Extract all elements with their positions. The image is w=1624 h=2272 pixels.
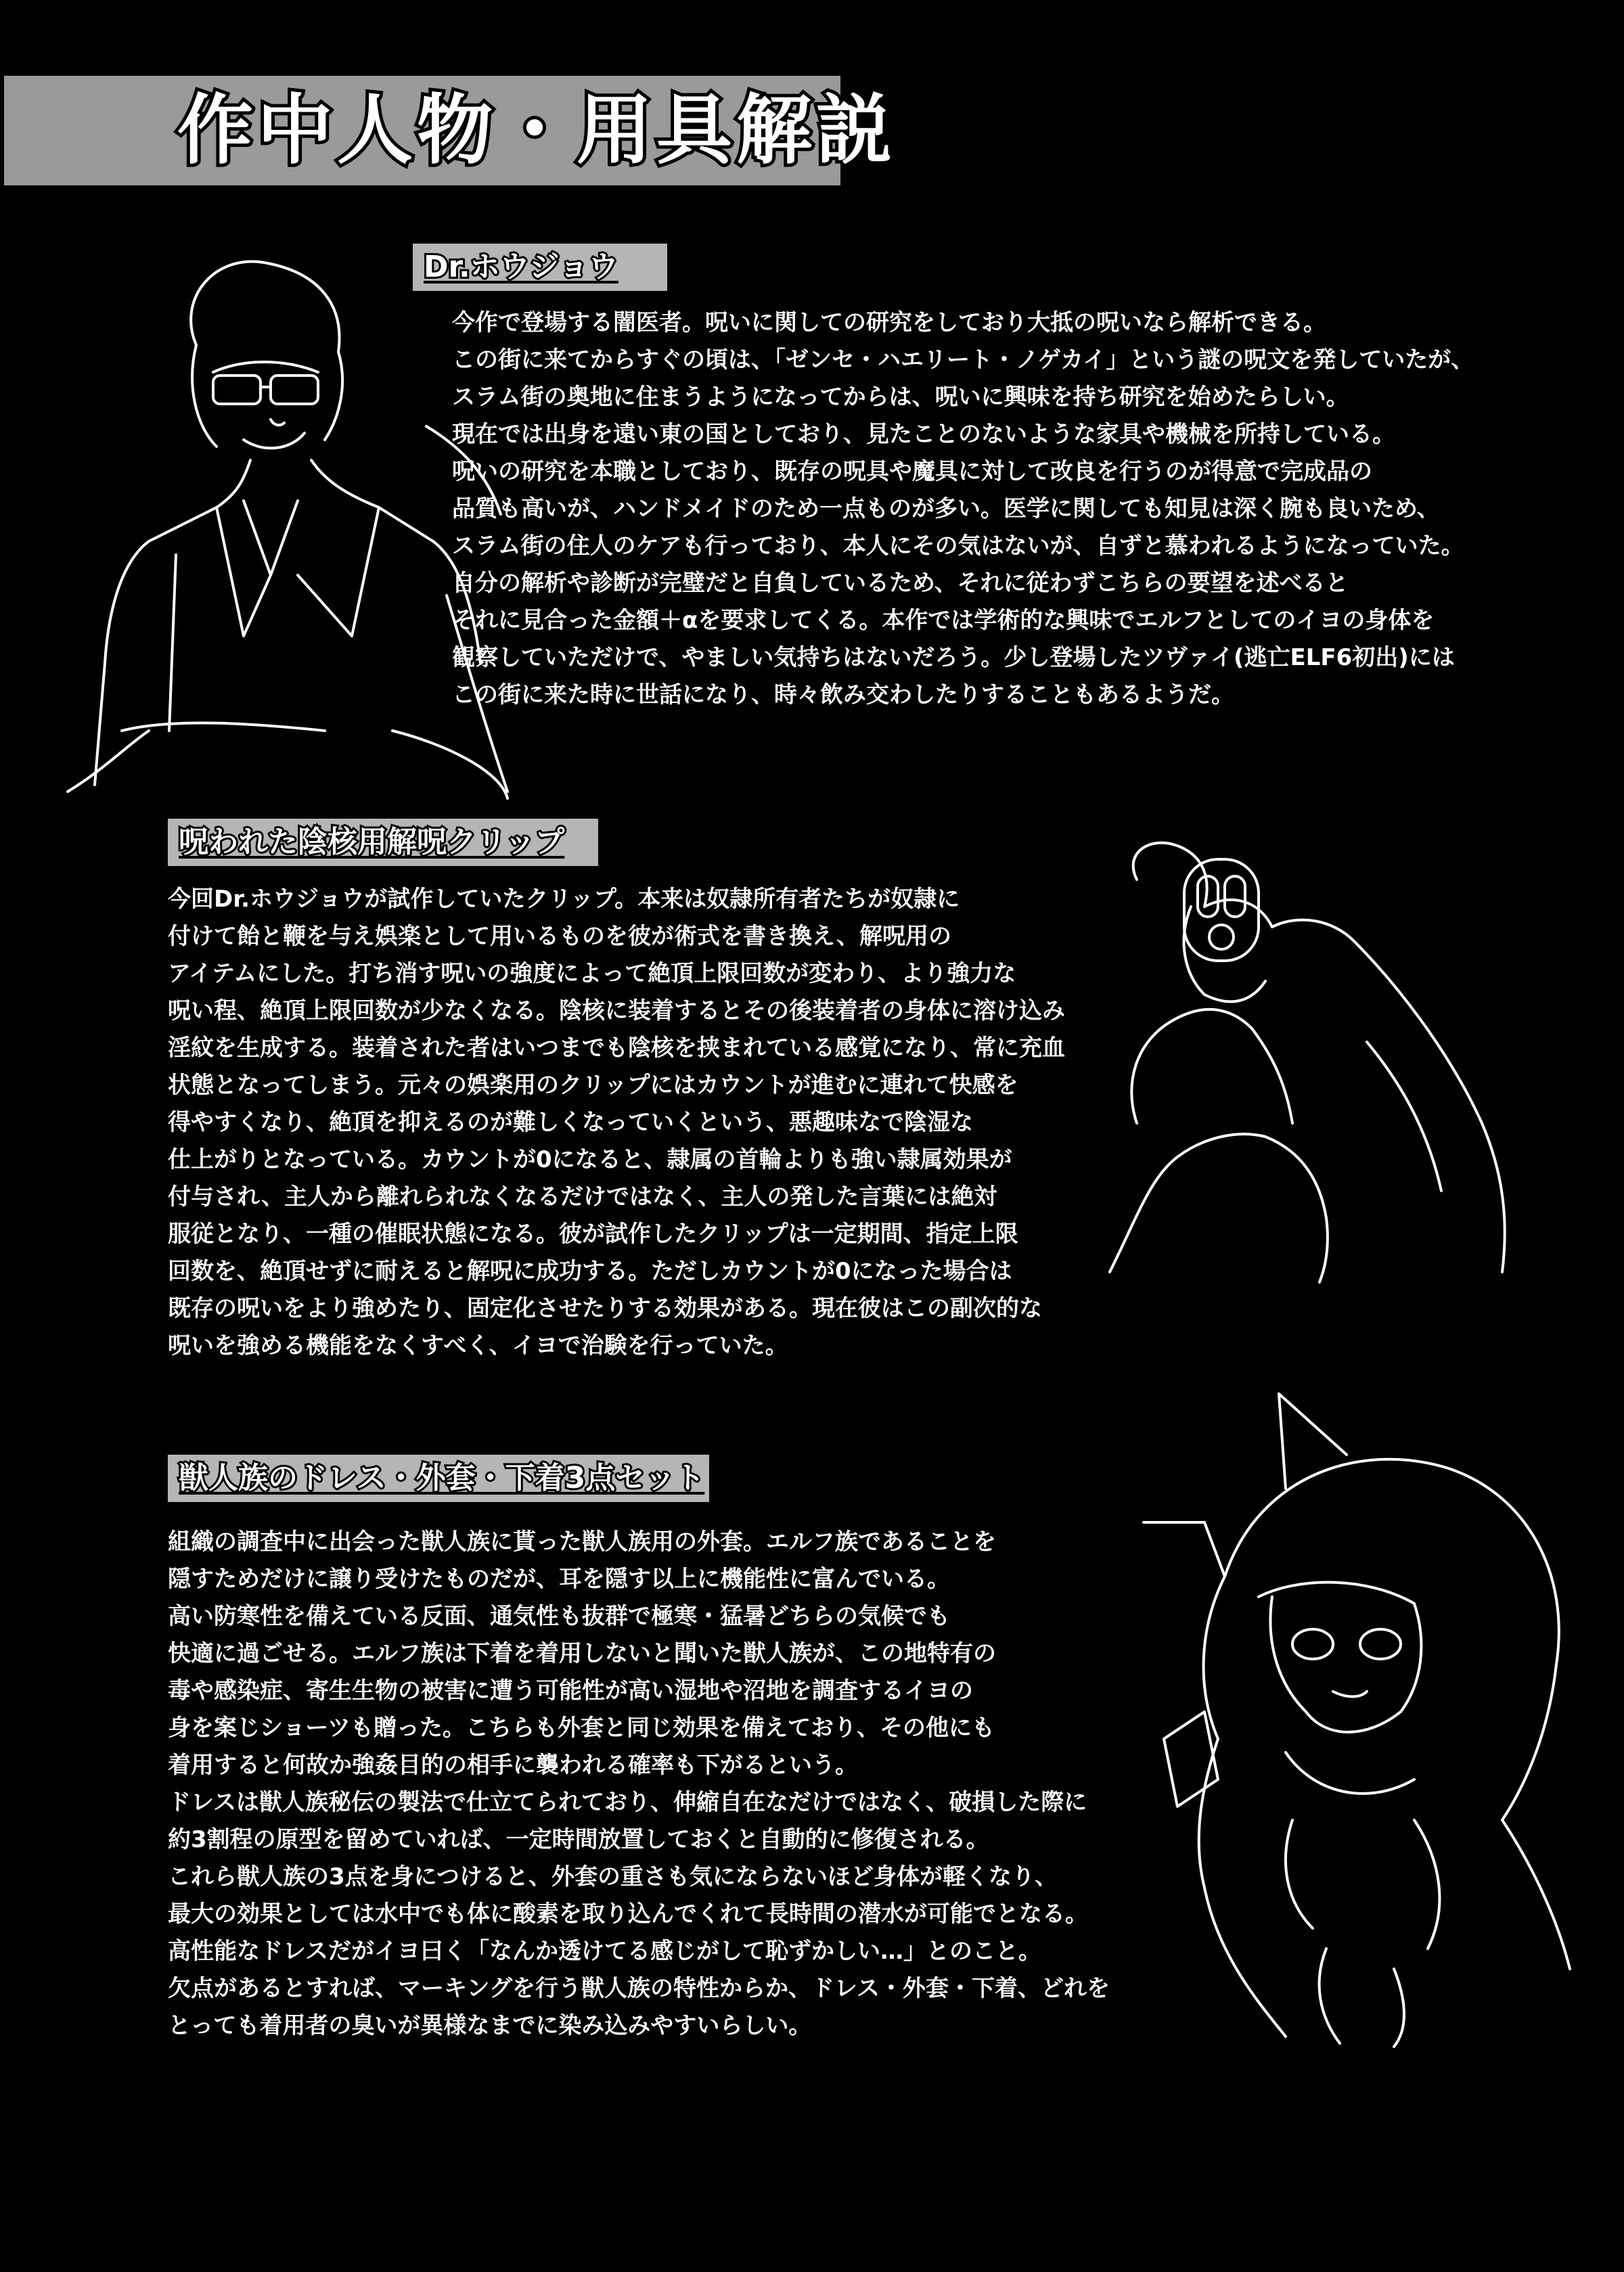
body-line: 服従となり、一種の催眠状態になる。彼が試作したクリップは一定期間、指定上限 (168, 1221, 1018, 1248)
body-line: 既存の呪いをより強めたり、固定化させたりする効果がある。現在彼はこの副次的な (168, 1295, 1042, 1322)
body-line: 今作で登場する闇医者。呪いに関しての研究をしており大抵の呪いなら解析できる。 (452, 309, 1326, 336)
body-line: 付与され、主人から離れられなくなるだけではなく、主人の発した言葉には絶対 (168, 1183, 997, 1210)
body-line: とっても着用者の臭いが異様なまでに染み込みやすいらしい。 (168, 2012, 812, 2039)
body-line: 毒や感染症、寄生生物の被害に遭う可能性が高い湿地や沼地を調査するイヨの (168, 1677, 973, 1704)
body-line: 高性能なドレスだがイヨ曰く「なんか透けてる感じがして恥ずかしい…」とのこと。 (168, 1938, 1041, 1965)
body-line: 高い防寒性を備えている反面、通気性も抜群で極寒・猛暑どちらの気候でも (168, 1603, 950, 1630)
section-body-beastfolk-set (168, 1524, 1110, 2045)
body-line: スラム街の住人のケアも行っており、本人にその気はないが、自ずと慕われるようになっていた。 (452, 532, 1464, 560)
hooded-girl-illustration (1123, 1373, 1610, 2050)
body-line: 快適に過ごせる。エルフ族は下着を着用しないと聞いた獣人族が、この地特有の (168, 1640, 996, 1667)
body-line: 淫紋を生成する。装着された者はいつまでも陰核を挟まれている感覚になり、常に充血 (168, 1035, 1065, 1062)
body-line: それに見合った金額＋αを要求してくる。本作では学術的な興味でエルフとしてのイヨの身体を (452, 607, 1435, 634)
body-line: 自分の解析や診断が完璧だと自負しているため、それに従わずこちらの要望を述べると (452, 570, 1349, 597)
body-line: 品質も高いが、ハンドメイドのため一点ものが多い。医学に関しても知見は深く腕も良いため、 (452, 495, 1440, 522)
body-line: 身を案じショーツも贈った。こちらも外套と同じ効果を備えており、その他にも (168, 1714, 995, 1742)
body-line: 最大の効果としては水中でも体に酸素を取り込んでくれて長時間の潜水が可能でとなる。 (168, 1901, 1088, 1928)
body-line: スラム街の奥地に住まうようになってからは、呪いに興味を持ち研究を始めたらしい。 (452, 384, 1349, 411)
body-line: 仕上がりとなっている。カウントが0になると、隷属の首輪よりも強い隷属効果が (168, 1146, 1012, 1173)
section-body-curse-clip (168, 881, 1065, 1365)
body-line: 呪いの研究を本職としており、既存の呪具や魔具に対して改良を行うのが得意で完成品の (452, 458, 1372, 485)
body-line: アイテムにした。打ち消す呪いの強度によって絶頂上限回数が変わり、より強力な (168, 960, 1016, 987)
body-line: 着用すると何故か強姦目的の相手に襲われる確率も下がるという。 (168, 1752, 858, 1779)
body-line: 状態となってしまう。元々の娯楽用のクリップにはカウントが進むに連れて快感を (168, 1072, 1018, 1099)
body-line: 呪い程、絶頂上限回数が少なくなる。陰核に装着するとその後装着者の身体に溶け込み (168, 997, 1065, 1024)
page-title: 作中人物・用具解説 (177, 87, 896, 175)
section-heading-beastfolk-set: 獣人族のドレス・外套・下着3点セット (168, 1455, 709, 1502)
body-line: 約3割程の原型を留めていれば、一定時間放置しておくと自動的に修復される。 (168, 1826, 989, 1853)
body-line: 観察していただけで、やましい気持ちはないだろう。少し登場したツヴァイ(逃亡ELF6初出)には (452, 644, 1455, 671)
body-line: 隠すためだけに譲り受けたものだが、耳を隠す以上に機能性に富んでいる。 (168, 1566, 950, 1593)
clip-hand-illustration (1096, 839, 1516, 1286)
body-line: 現在では出身を遠い東の国としており、見たことのないような家具や機械を所持している。 (452, 421, 1395, 448)
body-line: 回数を、絶頂せずに耐えると解呪に成功する。ただしカウントが0になった場合は (168, 1258, 1012, 1285)
body-line: 得やすくなり、絶頂を抑えるのが難しくなっていくという、悪趣味なで陰湿な (168, 1109, 973, 1136)
body-line: 呪いを強める機能をなくすべく、イヨで治験を行っていた。 (168, 1332, 788, 1359)
section-body-dr-houjou (452, 304, 1474, 714)
section-heading-dr-houjou: Dr.ホウジョウ (413, 244, 667, 291)
body-line: これら獣人族の3点を身につけると、外套の重さも気にならないほど身体が軽くなり、 (168, 1863, 1058, 1890)
body-line: 今回Dr.ホウジョウが試作していたクリップ。本来は奴隷所有者たちが奴隷に (168, 886, 960, 913)
section-heading-curse-clip: 呪われた陰核用解呪クリップ (168, 819, 598, 866)
body-line: 付けて飴と鞭を与え娯楽として用いるものを彼が術式を書き換え、解呪用の (168, 923, 952, 950)
body-line: この街に来てからすぐの頃は、「ゼンセ・ハエリート・ノゲカイ」という謎の呪文を発していたが、 (452, 346, 1474, 373)
body-line: ドレスは獣人族秘伝の製法で仕立てられており、伸縮自在なだけではなく、破損した際に (168, 1789, 1087, 1816)
body-line: 欠点があるとすれば、マーキングを行う獣人族の特性からか、ドレス・外套・下着、どれを (168, 1975, 1110, 2002)
body-line: 組織の調査中に出会った獣人族に貰った獣人族用の外套。エルフ族であることを (168, 1528, 996, 1555)
doctor-illustration (41, 257, 514, 812)
body-line: この街に来た時に世話になり、時々飲み交わしたりすることもあるようだ。 (452, 681, 1234, 708)
